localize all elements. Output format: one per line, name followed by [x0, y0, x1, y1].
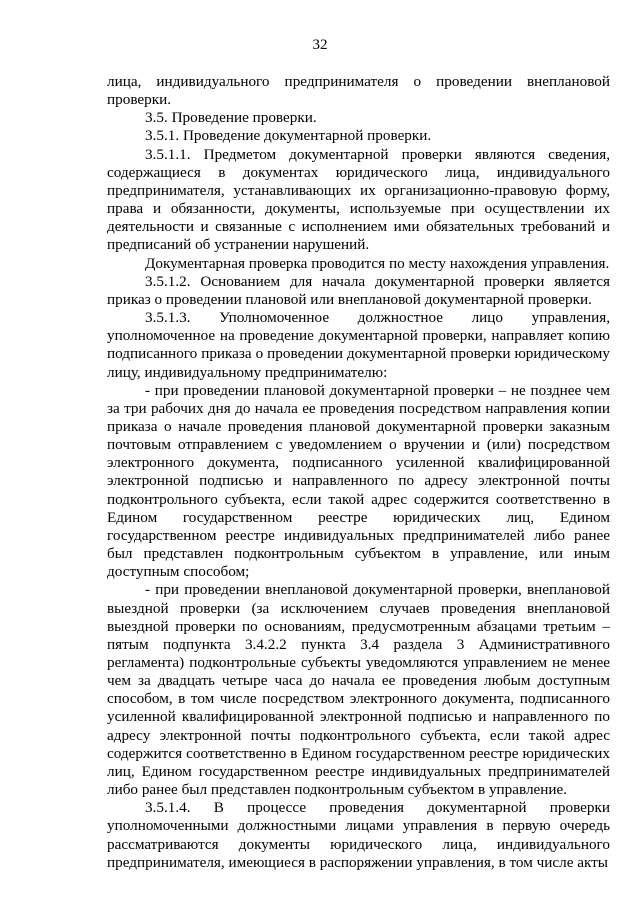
paragraph-3-5-1-4: 3.5.1.4. В процессе проведения документарной проверки уполномоченными должностными лицами управления в первую очередь рассматриваются документы юридического лица, индивидуального предпринимателя, имеющиеся в распоряжении управления, в том числе акты [107, 799, 610, 871]
paragraph-3-5-1-1: 3.5.1.1. Предметом документарной проверки являются сведения, содержащиеся в документах юридического лица, индивидуального предпринимателя, устанавливающих их организационно-правовую форму, права и обязанности, документы, используемые при осуществлении их деятельности и связанные с исполнением ими обязательных требований и предписаний об устранении нарушений. [107, 145, 610, 254]
list-item-planned-inspection: - при проведении плановой документарной проверки – не позднее чем за три рабочих дня до начала ее проведения посредством направления копии приказа о начале проведения плановой документарной проверки заказным почтовым отправлением с уведомлением о вручении и (или) посредством электронного документа, подписанного усиленной квалифицированной электронной подписью и направленного по адресу электронной почты подконтрольного субъекта, если такой адрес содержится соответственно в Едином государственном реестре юридических лиц, Едином государственном реестре индивидуальных предпринимателей либо ранее был представлен подконтрольным субъектом в управление, или иным доступным способом; [107, 381, 610, 581]
document-body [107, 73, 610, 872]
paragraph-3-5-1-3: 3.5.1.3. Уполномоченное должностное лицо управления, уполномоченное на проведение документарной проверки, направляет копию подписанного приказа о проведении документарной проверки юридическому лицу, индивидуальному предпринимателю: [107, 309, 610, 381]
paragraph-3-5-1-2: 3.5.1.2. Основанием для начала документарной проверки является приказ о проведении плановой или внеплановой документарной проверки. [107, 272, 610, 308]
paragraph-continuation: лица, индивидуального предпринимателя о проведении внеплановой проверки. [107, 73, 610, 109]
list-item-unplanned-inspection: - при проведении внеплановой документарной проверки, внеплановой выездной проверки (за исключением случаев проведения внеплановой выездной проверки по основаниям, предусмотренным абзацами третьим – пятым подпункта 3.4.2.2 пункта 3.4 раздела 3 Административного регламента) подконтрольные субъекты уведомляются управлением не менее чем за двадцать четыре часа до начала ее проведения любым доступным способом, в том числе посредством электронного документа, подписанного усиленной квалифицированной электронной подписью и направленного по адресу электронной почты подконтрольного субъекта, если такой адрес содержится соответственно в Едином государственном реестре юридических лиц, Едином государственном реестре индивидуальных предпринимателей либо ранее был представлен подконтрольным субъектом в управление. [107, 581, 610, 799]
paragraph-location: Документарная проверка проводится по месту нахождения управления. [145, 254, 610, 272]
page-number: 32 [312, 37, 328, 53]
section-heading-3-5: 3.5. Проведение проверки. [145, 109, 317, 127]
section-heading-3-5-1: 3.5.1. Проведение документарной проверки. [145, 127, 432, 145]
